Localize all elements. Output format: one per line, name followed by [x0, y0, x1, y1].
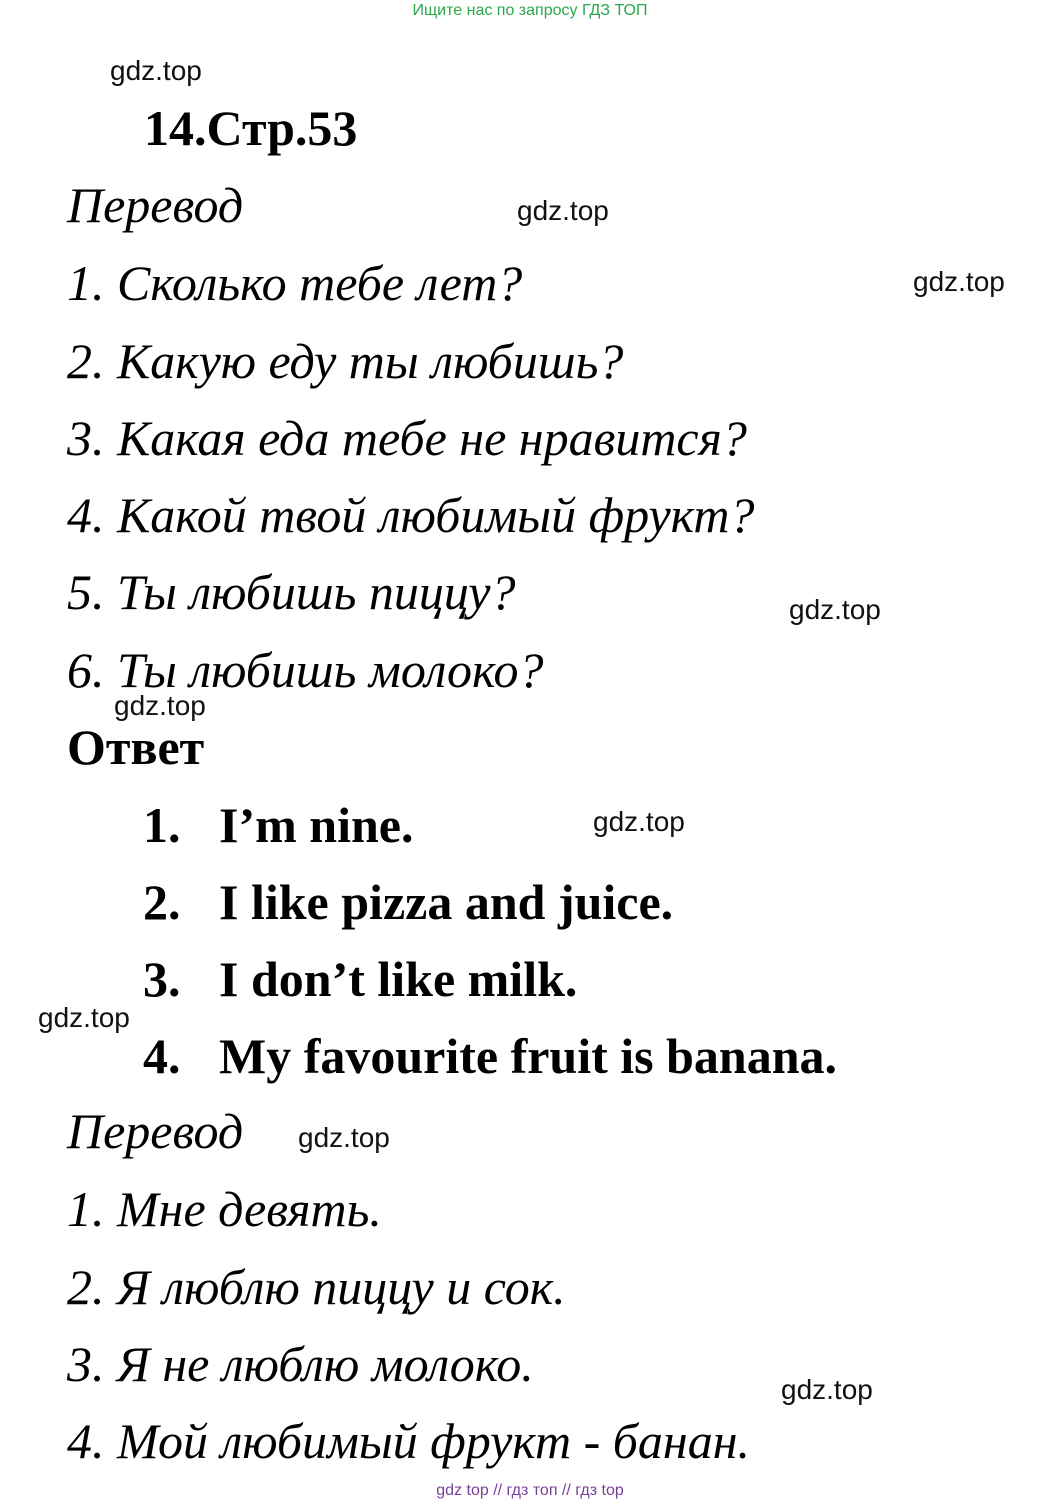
answer-number: 3. [143, 951, 181, 1007]
question-line: 5. Ты любишь пиццу? [67, 564, 516, 620]
answer-item [143, 797, 414, 853]
answer-text: I like pizza and juice. [219, 874, 674, 930]
watermark: gdz.top [110, 55, 202, 86]
page-title: 14.Стр.53 [144, 100, 358, 156]
translation-line: 4. Мой любимый фрукт - банан. [67, 1413, 751, 1469]
answer-item [143, 1028, 838, 1084]
answer-item [143, 951, 578, 1007]
answer-heading: Ответ [67, 719, 205, 775]
answer-text: I’m nine. [219, 797, 414, 853]
translation-line: 3. Я не люблю молоко. [67, 1336, 534, 1392]
answer-number: 2. [143, 874, 181, 930]
question-line: 1. Сколько тебе лет? [67, 255, 523, 311]
watermark: gdz.top [781, 1374, 873, 1405]
answer-number: 4. [143, 1028, 181, 1084]
answer-text: I don’t like milk. [219, 951, 578, 1007]
question-line: 2. Какую еду ты любишь? [67, 333, 624, 389]
watermark: gdz.top [114, 690, 206, 721]
answer-text: My favourite fruit is banana. [219, 1028, 838, 1084]
translation-heading: Перевод [67, 177, 244, 233]
translation-heading: Перевод [67, 1103, 244, 1159]
question-line: 3. Какая еда тебе не нравится? [67, 410, 747, 466]
watermark: gdz.top [593, 806, 685, 837]
footer-links: gdz top // гдз топ // гдз top [436, 1482, 624, 1499]
watermark: gdz.top [298, 1122, 390, 1153]
translation-line: 1. Мне девять. [67, 1181, 382, 1237]
watermark: gdz.top [913, 266, 1005, 297]
translation-line: 2. Я люблю пиццу и сок. [67, 1259, 566, 1315]
watermark: gdz.top [38, 1002, 130, 1033]
question-line: 6. Ты любишь молоко? [67, 642, 544, 698]
watermark: gdz.top [517, 195, 609, 226]
answer-number: 1. [143, 797, 181, 853]
watermark: gdz.top [789, 594, 881, 625]
answer-item [143, 874, 674, 930]
question-line: 4. Какой твой любимый фрукт? [67, 487, 755, 543]
top-banner: Ищите нас по запросу ГДЗ ТОП [412, 2, 648, 19]
